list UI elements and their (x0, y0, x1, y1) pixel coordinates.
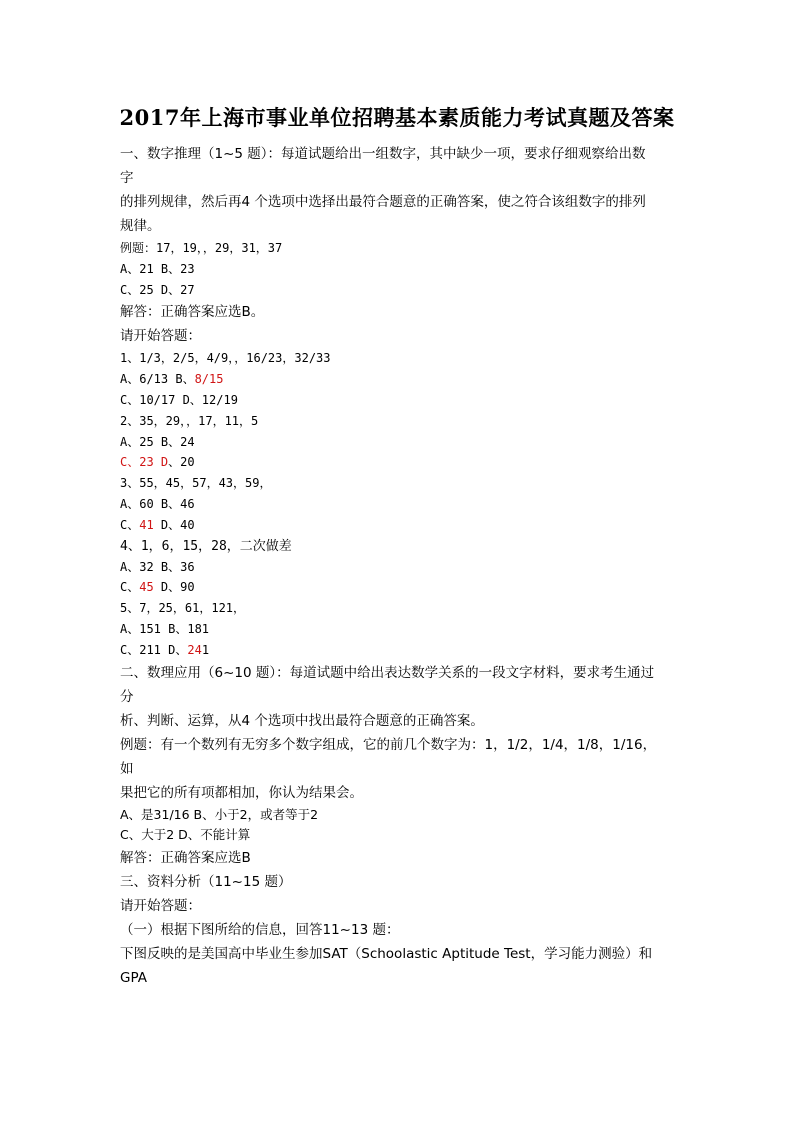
q4-options-cd (120, 577, 690, 598)
q5-options-cd (120, 640, 690, 661)
q4-answer-highlight: 45 (139, 580, 154, 595)
section2-options-ab: A、是31/16 B、小于2，或者等于2 (120, 806, 319, 822)
section1-heading-line2-wrap: 规律。 (120, 218, 161, 234)
section2-heading-line1-wrap: 分 (120, 688, 134, 705)
section1-example-answer: 解答：正确答案应选B。 (120, 304, 265, 321)
section1-example-options-ab: A、21 B、23 (120, 261, 195, 276)
q4-options-ab: A、32 B、36 (120, 559, 195, 574)
q5-options-cd-pre: C、211 D、 (120, 642, 188, 657)
q5-options-cd-post: 1 (201, 642, 210, 657)
section2-example-line2: 果把它的所有项都相加，你认为结果会。 (120, 784, 363, 801)
q4-options-cd-post: D、90 (153, 580, 195, 595)
section2-heading-line2: 析、判断、运算，从4 个选项中找出最符合题意的正确答案。 (120, 712, 484, 729)
q1-answer-highlight: 8/15 (194, 372, 224, 387)
section3-start: 请开始答题： (120, 898, 201, 915)
q5-answer-highlight: 24 (187, 642, 202, 657)
q2-stem: 2、35，29，，17，11，5 (120, 413, 259, 428)
section1-heading-line2: 的排列规律，然后再4 个选项中选择出最符合题意的正确答案，使之符合该组数字的排列 (120, 194, 646, 210)
section1-example-options-cd: C、25 D、27 (120, 282, 195, 297)
q2-options-cd-rest: 、20 (168, 455, 195, 470)
q3-options-cd (120, 515, 690, 536)
q1-options-cd: C、10/17 D、12/19 (120, 392, 238, 407)
q5-options-ab: A、151 B、181 (120, 621, 210, 636)
section1-example: 例题：17，19，，29，31，37 (120, 241, 283, 255)
q3-options-ab: A、60 B、46 (120, 496, 195, 511)
q1-options-ab-text: A、6/13 B、 (120, 372, 195, 387)
q2-options-ab: A、25 B、24 (120, 434, 195, 449)
section1-start: 请开始答题： (120, 328, 201, 345)
q4-stem: 4、1，6，15，28，二次做差 (120, 538, 292, 554)
section3-heading: 三、资料分析（11~15 题） (120, 874, 292, 891)
q2-answer-highlight: C、23 D (120, 455, 169, 470)
document-body (120, 142, 690, 990)
section1-heading-line1-wrap: 字 (120, 170, 134, 186)
section1-heading-line1: 一、数字推理（1~5 题）：每道试题给出一组数字，其中缺少一项，要求仔细观察给出数 (120, 146, 646, 162)
section2-options-cd: C、大于2 D、不能计算 (120, 827, 251, 843)
q1-stem: 1、1/3，2/5，4/9，，16/23，32/33 (120, 351, 331, 366)
q3-options-cd-post: D、40 (153, 517, 195, 532)
q3-stem: 3、55，45，57，43，59， (120, 476, 272, 491)
q3-answer-highlight: 41 (139, 517, 154, 532)
section2-example-line1: 例题：有一个数列有无穷多个数字组成，它的前几个数字为：1，1/2，1/4，1/8，1/16， (120, 736, 657, 753)
q1-options-ab (120, 369, 690, 390)
q3-options-cd-pre: C、 (120, 517, 140, 532)
section2-example-line1-wrap: 如 (120, 760, 134, 777)
section3-subheading: （一）根据下图所给的信息，回答11~13 题： (120, 922, 400, 939)
section2-heading-line1: 二、数理应用（6~10 题）：每道试题中给出表达数学关系的一段文字材料，要求考生通过 (120, 664, 655, 681)
document-title: 2017年上海市事业单位招聘基本素质能力考试真题及答案 (119, 105, 675, 130)
q5-stem: 5、7，25，61，121， (120, 601, 246, 616)
section3-description-line2: GPA (120, 970, 147, 987)
section2-answer: 解答：正确答案应选B (120, 850, 251, 867)
q2-options-cd (120, 452, 690, 473)
section3-description-line1: 下图反映的是美国高中毕业生参加SAT（Schoolastic Aptitude Test，学习能力测验）和 (120, 946, 653, 963)
q4-options-cd-pre: C、 (120, 580, 140, 595)
